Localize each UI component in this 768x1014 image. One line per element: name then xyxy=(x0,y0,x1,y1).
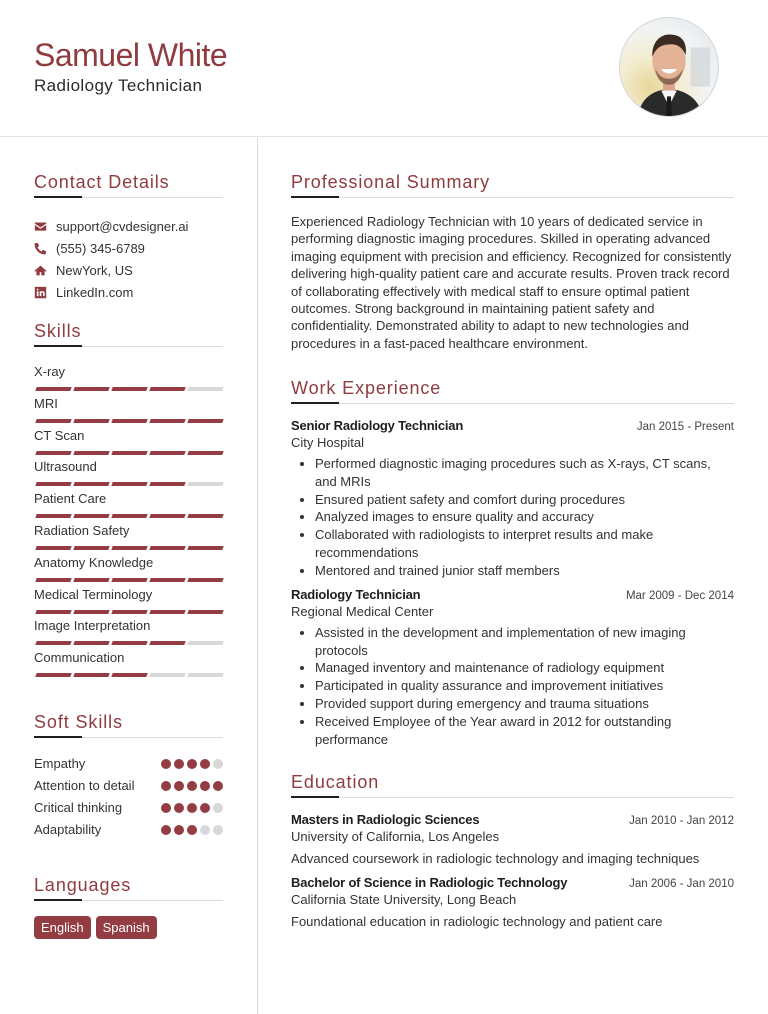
bar-segment-filled xyxy=(73,482,109,486)
job-date: Jan 2015 - Present xyxy=(636,421,734,434)
skill-item xyxy=(34,587,223,619)
bar-segment-filled xyxy=(73,578,109,582)
bar-segment-filled xyxy=(111,641,147,645)
skill-level-bar xyxy=(34,387,223,391)
main-content xyxy=(291,137,734,929)
skill-level-bar xyxy=(34,451,223,455)
soft-skill-label: Adaptability xyxy=(34,821,102,837)
bar-segment-empty xyxy=(187,673,223,677)
skill-item xyxy=(34,650,223,682)
skill-level-bar xyxy=(34,641,223,645)
job-title: Radiology Technician xyxy=(291,587,421,603)
bullet-item: • Received Employee of the Year award in 2012 for outstanding performance xyxy=(315,713,734,748)
bar-segment-filled xyxy=(149,578,185,582)
education-date: Jan 2010 - Jan 2012 xyxy=(629,814,734,827)
linkedin-icon xyxy=(34,286,47,299)
bar-segment-filled xyxy=(35,578,71,582)
degree-title: Masters in Radiologic Sciences xyxy=(291,811,480,827)
soft-skill-label: Empathy xyxy=(34,755,86,771)
bar-segment-empty xyxy=(187,482,223,486)
contact-linkedin-text[interactable]: LinkedIn.com xyxy=(56,284,134,300)
bar-segment-filled xyxy=(149,610,185,614)
rating-dot-filled xyxy=(187,759,197,769)
bar-segment-filled xyxy=(149,419,185,423)
rating-dot-filled xyxy=(174,825,184,835)
skill-level-bar xyxy=(34,610,223,614)
skill-level-bar xyxy=(34,578,223,582)
education-description: Advanced coursework in radiologic technology and imaging techniques xyxy=(291,850,700,866)
skill-label: X-ray xyxy=(34,364,66,379)
bar-segment-filled xyxy=(187,419,223,423)
bar-segment-filled xyxy=(35,514,71,518)
skills-list xyxy=(34,364,223,682)
phone-icon xyxy=(34,242,47,255)
home-icon xyxy=(34,264,47,277)
skill-item xyxy=(34,459,223,491)
bar-segment-filled xyxy=(35,610,71,614)
skill-item xyxy=(34,491,223,523)
bar-segment-filled xyxy=(35,673,71,677)
bullet-item: • Assisted in the development and implementation of new imaging protocols xyxy=(315,624,734,659)
bar-segment-filled xyxy=(149,451,185,455)
contact-linkedin xyxy=(34,281,223,303)
bullet-item: • Managed inventory and maintenance of radiology equipment xyxy=(315,659,734,676)
bar-segment-filled xyxy=(73,546,109,550)
degree-title: Bachelor of Science in Radiologic Technology xyxy=(291,874,568,890)
rating-dot-filled xyxy=(161,781,171,791)
bar-segment-filled xyxy=(111,387,147,391)
skill-label: Patient Care xyxy=(34,491,107,507)
bar-segment-filled xyxy=(73,387,109,391)
summary-section xyxy=(291,170,734,352)
soft-skills-section xyxy=(34,710,223,839)
experience-section xyxy=(291,376,734,748)
bar-segment-empty xyxy=(149,673,185,677)
soft-skill-rating xyxy=(161,799,223,813)
section-title-education: Education xyxy=(291,771,380,792)
rating-dot-filled xyxy=(187,825,197,835)
school-name: California State University, Long Beach xyxy=(291,891,517,907)
section-rule xyxy=(34,196,223,198)
section-title-experience: Work Experience xyxy=(291,378,442,399)
rating-dot-filled xyxy=(200,803,210,813)
section-title-contact: Contact Details xyxy=(34,172,170,192)
rating-dot-filled xyxy=(161,825,171,835)
bar-segment-filled xyxy=(187,578,223,582)
skill-level-bar xyxy=(34,673,223,677)
skill-item xyxy=(34,364,223,396)
bullet-item: • Provided support during emergency and trauma situations xyxy=(315,695,734,712)
profile-photo xyxy=(619,17,719,117)
job-title: Senior Radiology Technician xyxy=(291,418,464,434)
bar-segment-filled xyxy=(111,610,147,614)
rating-dot-empty xyxy=(213,803,223,813)
rating-dot-empty xyxy=(200,825,210,835)
bar-segment-filled xyxy=(73,610,109,614)
rating-dot-filled xyxy=(200,781,210,791)
job-header xyxy=(291,418,734,433)
bullet-item: • Participated in quality assurance and improvement initiatives xyxy=(315,677,734,694)
job-entry xyxy=(291,587,734,748)
skill-label: Radiation Safety xyxy=(34,522,130,538)
bar-segment-filled xyxy=(149,387,185,391)
education-section xyxy=(291,770,734,929)
section-title-summary: Professional Summary xyxy=(291,172,491,192)
bullet-item: • Performed diagnostic imaging procedures such as X-rays, CT scans, and MRIs xyxy=(315,455,734,490)
job-entry xyxy=(291,418,734,579)
soft-skill-rating xyxy=(161,821,223,835)
bar-segment-filled xyxy=(149,641,185,645)
bar-segment-filled xyxy=(35,451,71,455)
education-date: Jan 2006 - Jan 2010 xyxy=(629,877,734,890)
soft-skill-item xyxy=(34,799,223,817)
bar-segment-filled xyxy=(111,451,147,455)
rating-dot-filled xyxy=(213,781,223,791)
soft-skills-list xyxy=(34,755,223,839)
column-divider xyxy=(257,137,258,1014)
skill-item xyxy=(34,523,223,555)
bar-segment-filled xyxy=(35,419,71,423)
bar-segment-filled xyxy=(149,514,185,518)
languages-list xyxy=(34,916,223,939)
skill-label: Image Interpretation xyxy=(34,618,151,634)
section-rule xyxy=(34,899,223,901)
skill-level-bar xyxy=(34,546,223,550)
soft-skill-item xyxy=(34,821,223,839)
rating-dot-filled xyxy=(161,803,171,813)
skill-label: Ultrasound xyxy=(34,459,97,475)
bar-segment-filled xyxy=(187,451,223,455)
job-organization: Regional Medical Center xyxy=(291,604,434,620)
skills-section xyxy=(34,319,223,682)
bullet-item: • Ensured patient safety and comfort during procedures xyxy=(315,491,734,508)
bullet-item: • Collaborated with radiologists to interpret results and make recommendations xyxy=(315,526,734,561)
bar-segment-empty xyxy=(187,641,223,645)
section-title-languages: Languages xyxy=(34,874,132,895)
candidate-role: Radiology Technician xyxy=(34,76,203,95)
bar-segment-filled xyxy=(35,641,71,645)
section-rule xyxy=(291,196,734,198)
languages-section xyxy=(34,873,223,939)
soft-skill-item xyxy=(34,777,223,795)
soft-skill-rating xyxy=(161,777,223,791)
bar-segment-filled xyxy=(111,578,147,582)
rating-dot-filled xyxy=(174,803,184,813)
skill-label: MRI xyxy=(34,395,58,411)
soft-skill-label: Critical thinking xyxy=(34,799,123,815)
skill-item xyxy=(34,428,223,460)
skill-item xyxy=(34,618,223,650)
bar-segment-empty xyxy=(187,387,223,391)
education-header xyxy=(291,875,734,890)
section-rule xyxy=(34,736,223,738)
job-bullets xyxy=(291,624,734,748)
contact-phone-text: (555) 345-6789 xyxy=(56,240,145,256)
contact-location-text: NewYork, US xyxy=(56,262,133,278)
jobs-list xyxy=(291,418,734,748)
rating-dot-filled xyxy=(187,803,197,813)
summary-text: Experienced Radiology Technician with 10 years of dedicated service in performing diagnostic imaging procedures. Skilled in operating advanced imaging equipment with precision and efficiency. Recognized for consistently delivering high-quality patient care and accurate results. Proven track record of collaborating effectively with medical staff to ensure optimal patient outcomes. Strong background in maintaining patient safety and confidentiality. Demonstrated ability to adapt to new technologies and procedures in a fast-paced healthcare environment. xyxy=(291,214,732,351)
rating-dot-empty xyxy=(213,759,223,769)
contact-phone xyxy=(34,237,223,259)
section-title-skills: Skills xyxy=(34,321,82,341)
soft-skill-label: Attention to detail xyxy=(34,777,135,793)
envelope-icon xyxy=(34,220,47,233)
language-badge: English xyxy=(34,916,91,939)
contact-list xyxy=(34,215,223,303)
contact-email xyxy=(34,215,223,237)
section-rule xyxy=(291,796,734,798)
bar-segment-filled xyxy=(111,419,147,423)
job-date: Mar 2009 - Dec 2014 xyxy=(625,590,734,603)
bar-segment-filled xyxy=(111,514,147,518)
skill-label: Anatomy Knowledge xyxy=(34,554,154,570)
bar-segment-filled xyxy=(73,673,109,677)
bar-segment-filled xyxy=(149,546,185,550)
bar-segment-filled xyxy=(187,514,223,518)
candidate-name: Samuel White xyxy=(34,37,228,73)
soft-skill-item xyxy=(34,755,223,773)
sidebar xyxy=(34,137,223,939)
education-entry xyxy=(291,812,734,866)
bar-segment-filled xyxy=(149,482,185,486)
education-list xyxy=(291,812,734,929)
skill-label: Medical Terminology xyxy=(34,586,153,602)
bar-segment-filled xyxy=(73,419,109,423)
skill-level-bar xyxy=(34,419,223,423)
rating-dot-filled xyxy=(174,759,184,769)
bar-segment-filled xyxy=(111,673,147,677)
contact-location xyxy=(34,259,223,281)
rating-dot-empty xyxy=(213,825,223,835)
rating-dot-filled xyxy=(187,781,197,791)
language-badge: Spanish xyxy=(96,916,157,939)
bar-segment-filled xyxy=(35,482,71,486)
bar-segment-filled xyxy=(73,641,109,645)
resume-header xyxy=(0,0,768,137)
bar-segment-filled xyxy=(187,610,223,614)
skill-label: Communication xyxy=(34,650,125,666)
bar-segment-filled xyxy=(187,546,223,550)
skill-label: CT Scan xyxy=(34,427,85,443)
education-description: Foundational education in radiologic technology and patient care xyxy=(291,913,663,929)
bullet-item: • Mentored and trained junior staff members xyxy=(315,562,734,579)
bar-segment-filled xyxy=(73,451,109,455)
job-organization: City Hospital xyxy=(291,435,364,451)
bar-segment-filled xyxy=(111,546,147,550)
rating-dot-filled xyxy=(200,759,210,769)
rating-dot-filled xyxy=(161,759,171,769)
skill-item xyxy=(34,555,223,587)
skill-level-bar xyxy=(34,514,223,518)
skill-level-bar xyxy=(34,482,223,486)
education-header xyxy=(291,812,734,827)
bullet-item: • Analyzed images to ensure quality and accuracy xyxy=(315,508,734,525)
section-rule xyxy=(34,345,223,347)
person-portrait-icon xyxy=(620,18,718,116)
soft-skill-rating xyxy=(161,755,223,769)
bar-segment-filled xyxy=(111,482,147,486)
school-name: University of California, Los Angeles xyxy=(291,828,500,844)
bar-segment-filled xyxy=(73,514,109,518)
section-title-soft-skills: Soft Skills xyxy=(34,711,123,732)
job-bullets xyxy=(291,455,734,579)
job-header xyxy=(291,587,734,602)
section-rule xyxy=(291,402,734,404)
education-entry xyxy=(291,875,734,929)
contact-section xyxy=(34,170,223,303)
bar-segment-filled xyxy=(35,387,71,391)
bar-segment-filled xyxy=(35,546,71,550)
skill-item xyxy=(34,396,223,428)
contact-email-text[interactable]: support@cvdesigner.ai xyxy=(56,218,189,234)
rating-dot-filled xyxy=(174,781,184,791)
